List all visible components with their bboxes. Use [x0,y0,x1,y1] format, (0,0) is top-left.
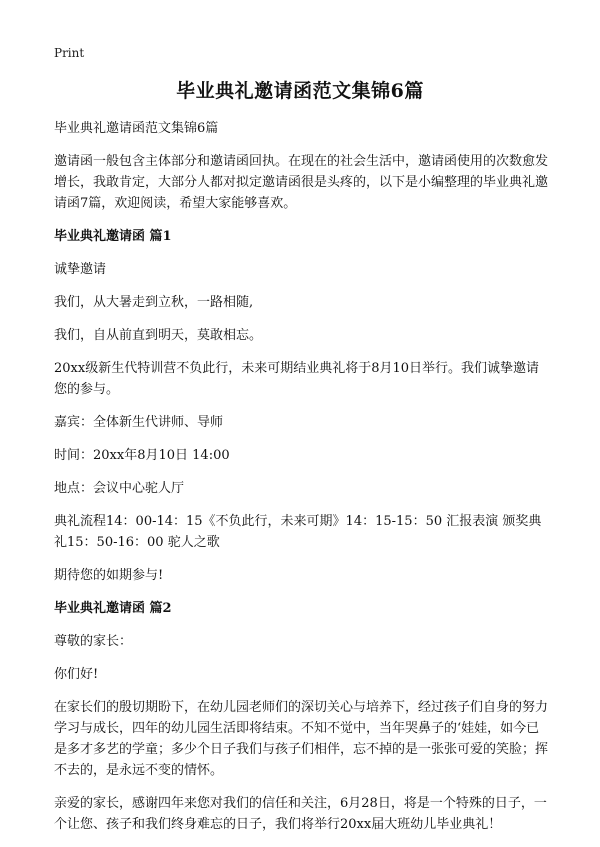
section-heading-2: 毕业典礼邀请函 篇2 [54,601,172,616]
paragraph: 嘉宾：全体新生代讲师、导师 [54,415,224,430]
paragraph: 你们好! [54,667,99,682]
paragraph: 尊敬的家长： [54,634,133,649]
document-body [54,118,548,847]
paragraph: 在家长们的殷切期盼下，在幼儿园老师们的深切关心与培养下，经过孩子们自身的努力学习与成长，四年的幼儿园生活即将结束。不知不觉中，当年哭鼻子的‘娃娃，如今已是多才多艺的学童；多少个日子我们与孩子们相伴，忘不掉的是一张张可爱的笑脸；挥不去的，是永远不变的情怀。 [54,700,549,778]
paragraph: 我们，从大暑走到立秋，一路相随, [54,295,254,310]
intro-paragraph: 邀请函一般包含主体部分和邀请函回执。在现在的社会生活中，邀请函使用的次数愈发增长，我敢肯定，大部分人都对拟定邀请函很是头疼的，以下是小编整理的毕业典礼邀请函7篇，欢迎阅读，希望大家能够喜欢。 [54,154,549,211]
paragraph: 期待您的如期参与! [54,568,164,583]
paragraph: 亲爱的家长，感谢四年来您对我们的信任和关注，6月28日，将是一个特殊的日子，一个让您、孩子和我们终身难忘的日子，我们将举行20xx届大班幼儿毕业典礼！ [54,796,547,832]
document-subtitle: 毕业典礼邀请函范文集锦6篇 [54,121,219,136]
paragraph: 地点：会议中心驼人厅 [54,481,185,496]
paragraph: 诚挚邀请 [54,262,107,277]
paragraph: 我们，自从前直到明天，莫敢相忘。 [54,328,263,343]
section-heading-1: 毕业典礼邀请函 篇1 [54,229,172,244]
paragraph: 时间：20xx年8月10日 14:00 [54,448,230,463]
page-title: 毕业典礼邀请函范文集锦6篇 [176,80,424,102]
paragraph: 20xx级新生代特训营不负此行，未来可期结业典礼将于8月10日举行。我们诚挚邀请您的参与。 [54,361,540,397]
print-link[interactable]: Print [54,46,85,60]
paragraph: 典礼流程14：00-14：15《不负此行，未来可期》14：15-15：50 汇报表演 颁奖典礼15：50-16：00 驼人之歌 [54,514,542,550]
